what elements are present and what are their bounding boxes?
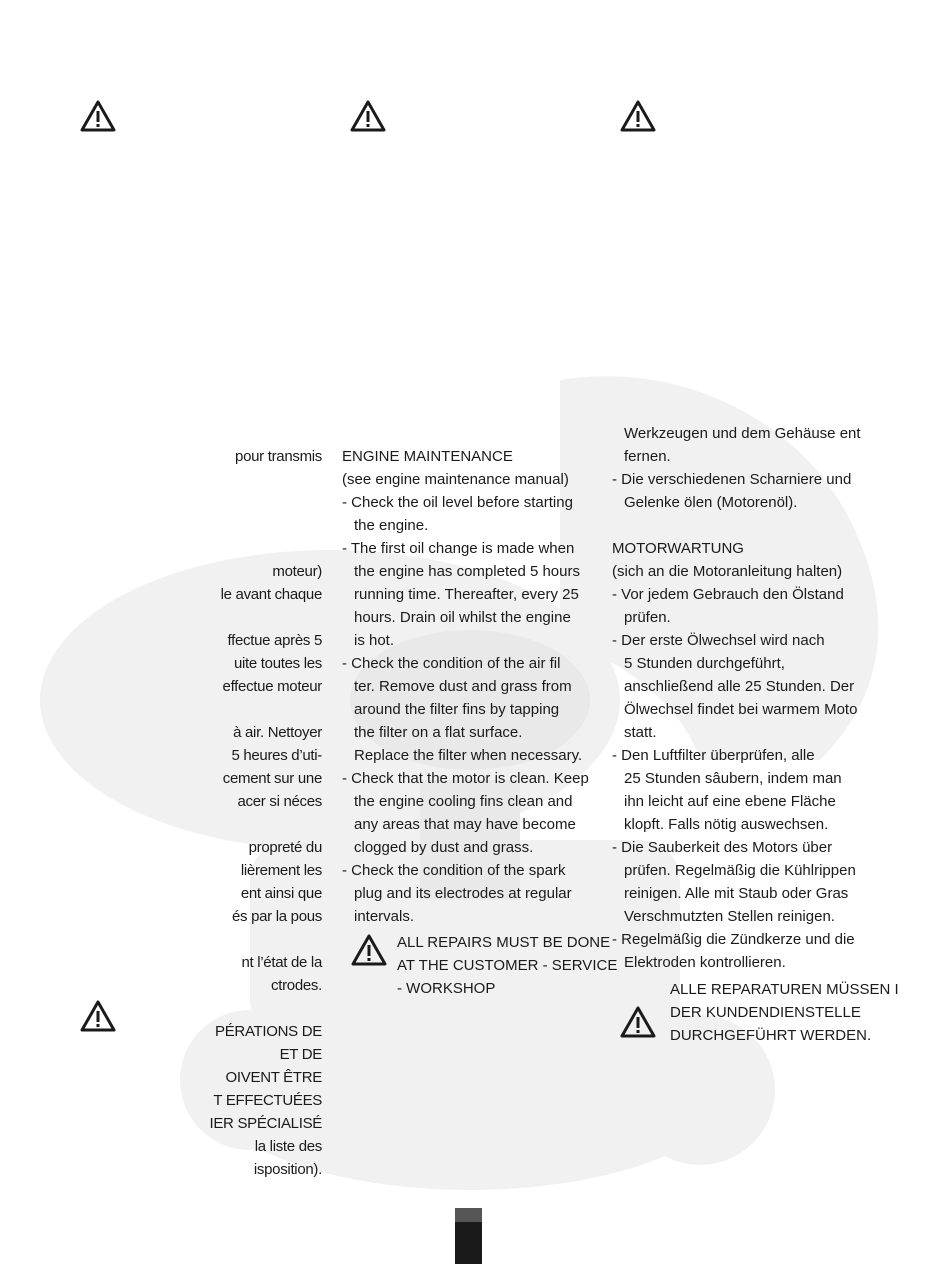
text-line: - Check the condition of the spark [342, 862, 566, 879]
text-line: T EFFECTUÉES [213, 1092, 322, 1109]
text-line: OIVENT ÊTRE [225, 1069, 322, 1086]
text-line: acer si néces [237, 793, 322, 810]
text-line: lièrement les [240, 862, 322, 879]
text-line: cement sur une [222, 770, 322, 787]
text-line: around the filter fins by tapping [354, 701, 560, 718]
text-line: moteur) [272, 563, 322, 580]
text-line: MOTORWARTUNG [612, 540, 744, 557]
text-line: la liste des [254, 1138, 322, 1155]
text-line: - Die Sauberkeit des Motors über [612, 839, 833, 856]
warning-triangle-icon [620, 100, 656, 132]
repair-notice-line: DER KUNDENDIENSTELLE [670, 1004, 861, 1021]
text-line: (sich an die Motoranleitung halten) [612, 563, 843, 580]
text-line: - Vor jedem Gebrauch den Ölstand [612, 586, 844, 603]
text-line: prüfen. [624, 609, 671, 626]
text-line: the engine cooling fins clean and [354, 793, 573, 810]
text-line: Verschmutzten Stellen reinigen. [624, 908, 835, 925]
english-column [342, 445, 595, 928]
text-line: intervals. [354, 908, 415, 925]
warning-triangle-icon [80, 100, 116, 132]
text-line: ENGINE MAINTENANCE [342, 448, 513, 465]
line-gap [0, 698, 322, 721]
text-line: the engine has completed 5 hours [354, 563, 580, 580]
line-gap [0, 468, 322, 491]
text-line: klopft. Falls nötig auswechsen. [624, 816, 829, 833]
text-line: reinigen. Alle mit Staub oder Gras [624, 885, 849, 902]
repair-notice-line: AT THE CUSTOMER - SERVICE [397, 957, 618, 974]
text-line: IER SPÉCIALISÉ [209, 1115, 322, 1132]
text-line: 5 Stunden durchgeführt, [624, 655, 785, 672]
text-line: ihn leicht auf eine ebene Fläche [624, 793, 836, 810]
text-line: plug and its electrodes at regular [354, 885, 572, 902]
text-line: - Der erste Ölwechsel wird nach [612, 632, 825, 649]
line-gap [0, 606, 322, 629]
line-gap [612, 514, 882, 537]
text-line: prüfen. Regelmäßig die Kühlrippen [624, 862, 856, 879]
text-line: fernen. [624, 448, 671, 465]
warning-triangle-icon [351, 934, 387, 966]
text-line: - Die verschiedenen Scharniere und [612, 471, 852, 488]
repair-notice-line: ALL REPAIRS MUST BE DONE [397, 934, 611, 951]
text-line: isposition). [253, 1161, 322, 1178]
line-gap [0, 997, 322, 1020]
text-line: 5 heures d’uti- [231, 747, 322, 764]
line-gap [0, 537, 322, 560]
repair-notice-line: ALLE REPARATUREN MÜSSEN I [670, 981, 899, 998]
text-line: - Check the oil level before starting [342, 494, 573, 511]
text-line: Ölwechsel findet bei warmem Moto [624, 701, 858, 718]
text-line: à air. Nettoyer [233, 724, 322, 741]
repair-notice-en [397, 931, 617, 1000]
line-gap [0, 813, 322, 836]
text-line: nt l’état de la [241, 954, 322, 971]
line-gap [0, 514, 322, 537]
text-line: Replace the filter when necessary. [354, 747, 583, 764]
text-line: hours. Drain oil whilst the engine [354, 609, 571, 626]
text-line: any areas that may have become [354, 816, 576, 833]
text-line: - The first oil change is made when [342, 540, 575, 557]
text-line: PÉRATIONS DE [215, 1023, 322, 1040]
text-line: 25 Stunden sâubern, indem man [624, 770, 842, 787]
text-line: ter. Remove dust and grass from [354, 678, 572, 695]
text-line: pour transmis [235, 448, 322, 465]
text-line: ET DE [279, 1046, 322, 1063]
text-line: ent ainsi que [240, 885, 322, 902]
text-line: uite toutes les [233, 655, 322, 672]
text-line: effectue moteur [222, 678, 322, 695]
text-line: (see engine maintenance manual) [342, 471, 569, 488]
german-column [612, 422, 882, 974]
text-line: clogged by dust and grass. [354, 839, 534, 856]
repair-notice-line: - WORKSHOP [397, 980, 496, 997]
line-gap [0, 928, 322, 951]
repair-notice-de [670, 978, 899, 1047]
line-gap [0, 491, 322, 514]
french-column [0, 445, 322, 1181]
text-line: - Check that the motor is clean. Keep [342, 770, 589, 787]
repair-notice-line: DURCHGEFÜHRT WERDEN. [670, 1027, 872, 1044]
text-line: Elektroden kontrollieren. [624, 954, 786, 971]
text-line: Gelenke ölen (Motorenöl). [624, 494, 798, 511]
text-line: running time. Thereafter, every 25 [354, 586, 579, 603]
page-tab-marker [455, 1208, 482, 1264]
text-line: - Check the condition of the air fil [342, 655, 561, 672]
text-line: - Regelmäßig die Zündkerze und die [612, 931, 855, 948]
text-line: ctrodes. [271, 977, 322, 994]
warning-triangle-icon [80, 1000, 116, 1032]
text-line: the filter on a flat surface. [354, 724, 523, 741]
warning-triangle-icon [350, 100, 386, 132]
text-line: le avant chaque [220, 586, 322, 603]
text-line: the engine. [354, 517, 429, 534]
text-line: is hot. [354, 632, 395, 649]
text-line: anschließend alle 25 Stunden. Der [624, 678, 855, 695]
text-line: propreté du [248, 839, 322, 856]
warning-triangle-icon [620, 1006, 656, 1038]
text-line: Werkzeugen und dem Gehäuse ent [624, 425, 861, 442]
text-line: ffectue après 5 [227, 632, 322, 649]
text-line: statt. [624, 724, 657, 741]
text-line: - Den Luftfilter überprüfen, alle [612, 747, 815, 764]
text-line: és par la pous [231, 908, 322, 925]
